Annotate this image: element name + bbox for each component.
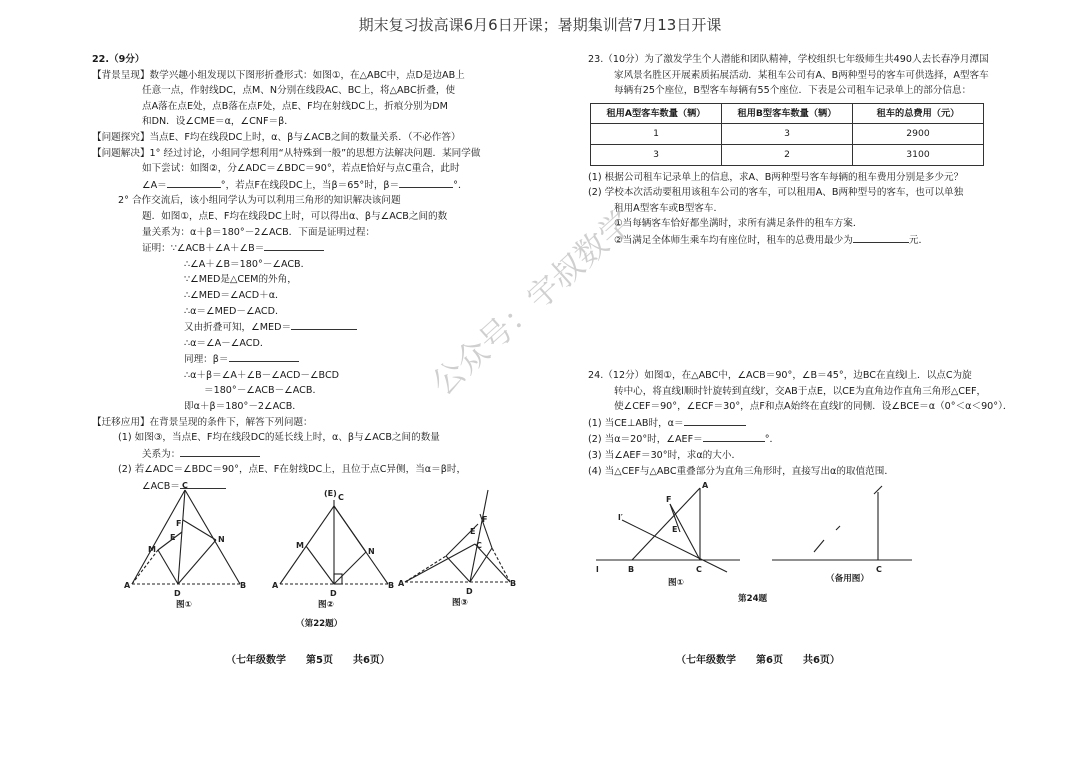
q22-text: 【问题解决】1° 经过讨论，小组同学想利用“从特殊到一般”的思想方法解决问题．某同学做	[92, 147, 481, 159]
table-cell: 3	[722, 124, 853, 145]
answer-blank[interactable]	[229, 351, 299, 362]
fig-label: 图①	[176, 600, 192, 610]
q22-text: (1) 如图③，当点E、F均在线段DC的延长线上时，α、β与∠ACB之间的数量	[118, 432, 440, 444]
svg-text:C: C	[696, 565, 702, 574]
q22-text: (2) 若∠ADC＝∠BDC＝90°，点E、F在射线DC上，且位于点C异侧，当α＝β时，	[118, 464, 467, 476]
rental-record-table	[590, 103, 984, 166]
question-23	[588, 52, 996, 249]
svg-text:E: E	[170, 533, 176, 542]
proof-line: ∴α＝∠MED－∠ACD．	[184, 305, 285, 317]
svg-text:l′: l′	[618, 513, 623, 522]
q22-heading: 22.（9分）	[92, 54, 145, 65]
svg-text:F: F	[482, 515, 488, 524]
q22-text: 【迁移应用】在背景呈现的条件下，解答下列问题：	[92, 416, 313, 428]
question-22	[92, 52, 554, 495]
q23-text: 租用A型客车或B型客车．	[614, 202, 724, 214]
answer-blank[interactable]	[180, 446, 260, 457]
page-banner: 期末复习拔高课6月6日开课；暑期集训营7月13日开课	[358, 16, 722, 34]
table-cell: 3100	[853, 144, 984, 165]
answer-blank[interactable]	[167, 177, 221, 188]
svg-text:A: A	[124, 581, 131, 590]
q22-text: 题．如图①，点E、F均在线段DC上时，可以得出α、β与∠ACB之间的数	[142, 210, 448, 222]
svg-text:C: C	[876, 565, 882, 574]
q23-text: 每辆有25个座位，B型客车每辆有55个座位．下表是公司租车记录单上的部分信息：	[614, 85, 972, 97]
svg-text:F: F	[666, 495, 672, 504]
proof-line: 同理：β＝	[92, 351, 554, 368]
svg-text:D: D	[466, 587, 473, 596]
svg-text:(E): (E)	[324, 489, 337, 498]
svg-text:B: B	[388, 581, 395, 590]
fig-label: 图③	[452, 598, 468, 608]
question-24	[588, 368, 1013, 479]
q22-text: 量关系为：α＋β＝180°－2∠ACB．下面是证明过程：	[142, 226, 376, 238]
svg-text:A: A	[272, 581, 279, 590]
table-header: 租车的总费用（元）	[853, 103, 984, 124]
table-header-row	[591, 103, 984, 124]
q24-text: (4) 当△CEF与△ABC重叠部分为直角三角形时，直接写出α的取值范围．	[588, 465, 894, 477]
q24-figures	[592, 480, 992, 580]
proof-line: ＝180°－∠ACB－∠ACB．	[204, 385, 323, 397]
svg-text:D: D	[174, 589, 181, 598]
q22-text: ∠ACB＝	[92, 478, 554, 495]
q22-figures	[120, 478, 540, 618]
proof-line: 证明：∵∠ACB＋∠A＋∠B＝	[92, 240, 554, 257]
svg-text:E: E	[672, 525, 678, 534]
q24-text: 24.（12分）如图①，在△ABC中，∠ACB＝90°，∠B＝45°，边BC在直线l上．以点C为旋	[588, 370, 972, 381]
q24-text: (1) 当CE⊥AB时，α＝	[588, 415, 996, 432]
proof-line: ∴α＝∠A－∠ACD．	[184, 337, 270, 349]
q23-text: ②当满足全体师生乘车均有座位时，租车的总费用最少为 元．	[588, 232, 996, 249]
svg-text:M: M	[148, 545, 156, 554]
fig-caption: （第22题）	[296, 619, 343, 629]
q22-text: 点A落在点E处，点B落在点F处，点E、F均在射线DC上，折痕分别为DM	[142, 100, 448, 112]
watermark: 公众号：宇叔数学	[424, 203, 640, 403]
answer-blank[interactable]	[399, 177, 453, 188]
answer-blank[interactable]	[853, 232, 909, 243]
proof-line: 即α＋β＝180°－2∠ACB．	[184, 401, 302, 413]
q22-text: 如下尝试：如图②，分∠ADC＝∠BDC＝90°，若点E恰好与点C重合，此时	[142, 163, 460, 175]
q22-text: 2° 合作交流后，该小组同学认为可以利用三角形的知识解决该问题	[118, 195, 401, 207]
q24-text: 使∠CEF＝90°，∠ECF＝30°，点F和点A始终在直线l′的同侧．设∠BCE＝α（0°＜α＜90°）．	[614, 401, 1013, 413]
answer-blank[interactable]	[291, 319, 357, 330]
page-footer-left: （七年级数学 第5页 共6页）	[226, 655, 390, 666]
svg-text:F: F	[176, 519, 182, 528]
q22-text: 任意一点，作射线DC，点M、N分别在线段AC、BC上，将△ABC折叠，使	[142, 85, 456, 97]
svg-text:B: B	[628, 565, 635, 574]
fig-label: （备用图）	[826, 574, 869, 584]
table-cell: 1	[591, 124, 722, 145]
fig-label: 图②	[318, 600, 334, 610]
table-cell: 3	[591, 144, 722, 165]
q23-text: 23.（10分）为了激发学生个人潜能和团队精神，学校组织七年级师生共490人去长春净月潭国	[588, 54, 989, 65]
proof-line: ∵∠MED是△CEM的外角，	[184, 274, 297, 286]
table-row	[591, 144, 984, 165]
fig-caption: 第24题	[738, 594, 768, 604]
q22-text: 和DN．设∠CME＝α，∠CNF＝β．	[142, 116, 294, 128]
svg-text:C: C	[182, 481, 188, 490]
q22-text: 【问题探究】当点E、F均在线段DC上时，α、β与∠ACB之间的数量关系．（不必作答）	[92, 131, 461, 143]
table-header: 租用A型客车数量（辆）	[591, 103, 722, 124]
table-cell: 2	[722, 144, 853, 165]
q22-text: 关系为：	[92, 446, 554, 463]
q24-text: (3) 当∠AEF＝30°时，求α的大小．	[588, 449, 742, 461]
svg-text:A: A	[702, 481, 709, 490]
page-footer-right: （七年级数学 第6页 共6页）	[676, 655, 840, 666]
svg-text:M: M	[296, 541, 304, 550]
table-cell: 2900	[853, 124, 984, 145]
svg-text:B: B	[510, 579, 517, 588]
table-header: 租用B型客车数量（辆）	[722, 103, 853, 124]
svg-text:N: N	[218, 535, 225, 544]
q23-text: (1) 根据公司租车记录单上的信息，求A、B两种型号客车每辆的租车费用分别是多少元？	[588, 171, 964, 183]
answer-blank[interactable]	[684, 415, 746, 426]
svg-text:A: A	[398, 579, 405, 588]
proof-line: ∴∠MED＝∠ACD＋α．	[184, 289, 285, 301]
proof-line: ∴∠A＋∠B＝180°－∠ACB．	[184, 258, 311, 270]
q24-text: 转中心，将直线l顺时针旋转到直线l′，交AB于点E，以CE为直角边作直角三角形△CEF，	[614, 385, 987, 397]
svg-text:C: C	[476, 541, 482, 550]
svg-text:E: E	[470, 527, 476, 536]
table-row	[591, 124, 984, 145]
answer-blank[interactable]	[264, 240, 324, 251]
q22-text: ∠A＝ °，若点F在线段DC上，当β＝65°时，β＝ °．	[92, 177, 554, 194]
svg-text:C: C	[338, 493, 344, 502]
proof-line: ∴α＋β＝∠A＋∠B－∠ACD－∠BCD	[184, 369, 340, 381]
q23-text: 家风景名胜区开展素质拓展活动．某租车公司有A、B两种型号的客车可供选择，A型客车	[614, 69, 989, 81]
q24-text: (2) 当α＝20°时，∠AEF＝ °．	[588, 431, 996, 448]
svg-text:l: l	[596, 565, 599, 574]
svg-text:N: N	[368, 547, 375, 556]
svg-text:B: B	[240, 581, 247, 590]
answer-blank[interactable]	[703, 431, 765, 442]
proof-line: 又由折叠可知，∠MED＝	[92, 319, 554, 336]
q23-text: ①当每辆客车恰好都坐满时，求所有满足条件的租车方案．	[614, 218, 863, 230]
q23-text: (2) 学校本次活动要租用该租车公司的客车，可以租用A、B两种型号的客车，也可以单独	[588, 187, 964, 199]
svg-text:D: D	[330, 589, 337, 598]
fig-label: 图①	[668, 578, 684, 588]
q22-text: 【背景呈现】数学兴趣小组发现以下图形折叠形式：如图①，在△ABC中，点D是边AB上	[92, 69, 465, 81]
